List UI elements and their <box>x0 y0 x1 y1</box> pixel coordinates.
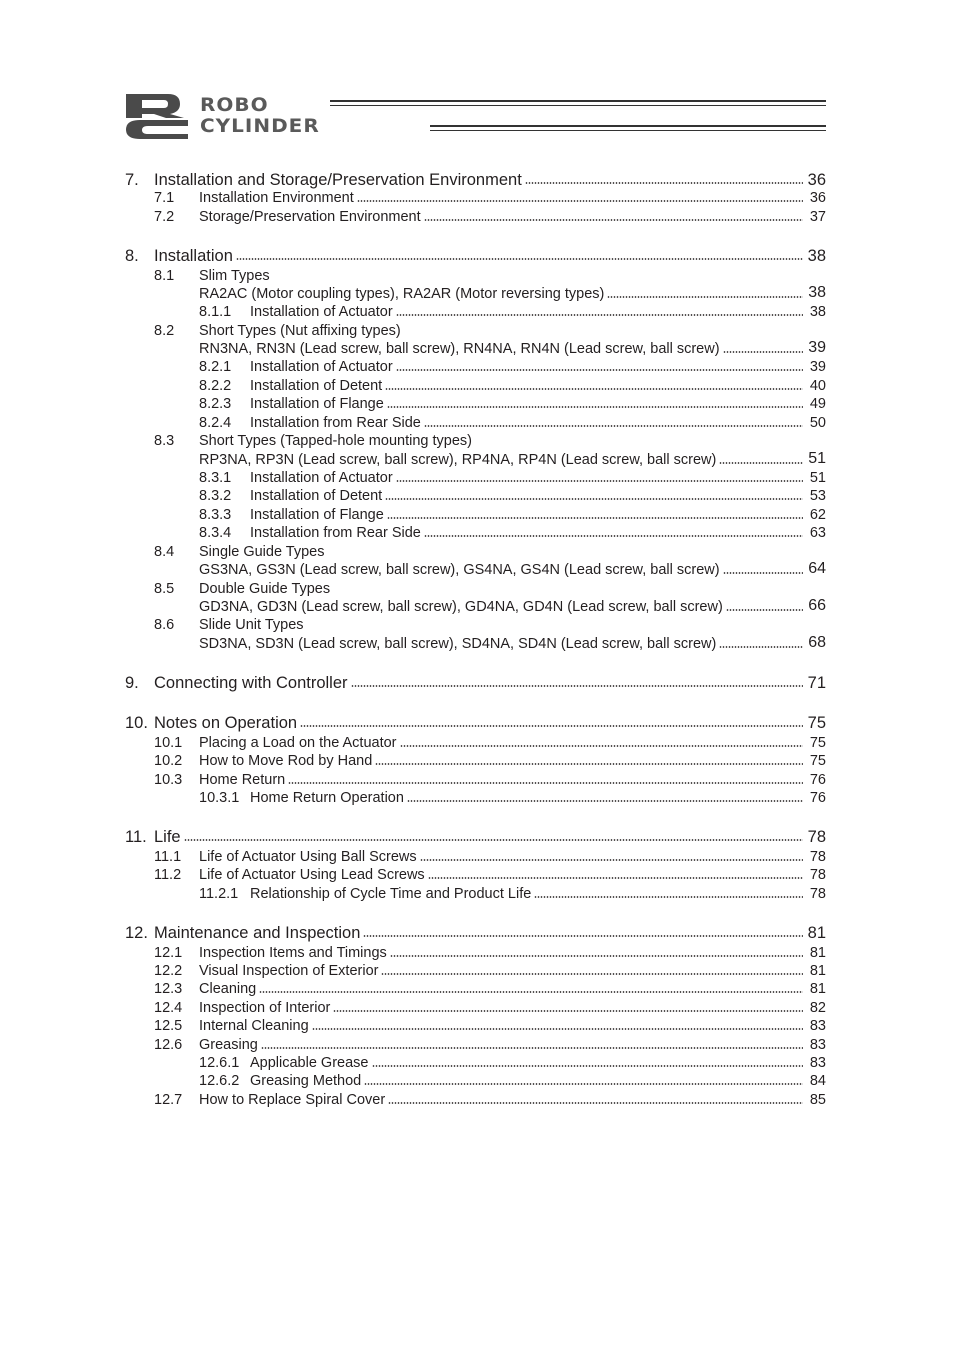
toc-entry[interactable] <box>0 883 826 903</box>
dot-leader <box>385 388 803 390</box>
toc-entry-number: 8.2 <box>154 322 175 339</box>
toc-entry-page: 83 <box>809 1036 826 1053</box>
toc-entry-page: 76 <box>809 789 826 806</box>
toc-entry-title: Installation of Detent <box>250 487 383 504</box>
toc-entry-title: Home Return Operation <box>250 789 404 806</box>
toc-entry[interactable] <box>0 265 826 285</box>
toc-entry[interactable] <box>0 787 826 807</box>
toc-entry-page: 38 <box>808 284 826 301</box>
toc-entry[interactable] <box>0 559 826 579</box>
toc-entry-page: 64 <box>808 560 826 577</box>
toc-entry-number: 12.5 <box>154 1017 183 1034</box>
toc-entry[interactable] <box>0 187 826 207</box>
toc-entry-page: 75 <box>809 734 826 751</box>
dot-leader <box>333 1010 803 1012</box>
toc-entry[interactable] <box>0 633 826 653</box>
toc-entry-title: Visual Inspection of Exterior <box>199 962 379 979</box>
toc-entry-page: 38 <box>809 303 826 320</box>
dot-leader <box>424 219 803 221</box>
toc-entry-title: Installation of Flange <box>250 506 384 523</box>
robo-cylinder-logo-icon <box>124 92 190 140</box>
toc-entry-number: 8.6 <box>154 616 175 633</box>
toc-entry-title: Installation of Actuator <box>250 469 393 486</box>
toc-entry-page: 81 <box>809 944 826 961</box>
toc-entry-page: 51 <box>808 450 826 467</box>
header-rule <box>430 130 826 131</box>
toc-entry[interactable] <box>0 485 826 505</box>
toc-entry-number: 8.3.3 <box>199 506 232 523</box>
toc-entry-title: Installation of Actuator <box>250 303 393 320</box>
toc-entry[interactable] <box>0 978 826 998</box>
toc-entry[interactable] <box>0 412 826 432</box>
dot-leader <box>363 935 803 937</box>
toc-entry-page: 75 <box>809 752 826 769</box>
toc-entry[interactable] <box>0 960 826 980</box>
toc-entry[interactable] <box>0 942 826 962</box>
toc-entry-title: Short Types (Nut affixing types) <box>199 322 401 339</box>
dot-leader <box>364 1083 803 1085</box>
toc-entry[interactable] <box>0 1034 826 1054</box>
toc-entry-page: 78 <box>809 848 826 865</box>
dot-leader <box>357 200 803 202</box>
toc-entry-title: How to Replace Spiral Cover <box>199 1091 386 1108</box>
toc-entry-page: 36 <box>807 170 826 189</box>
toc-entry-page: 36 <box>809 189 826 206</box>
toc-entry-page: 83 <box>809 1054 826 1071</box>
toc-entry-number: 12. <box>125 923 148 942</box>
toc-entry-title: Short Types (Tapped-hole mounting types) <box>199 432 472 449</box>
dot-leader <box>351 685 803 687</box>
dot-leader <box>534 896 803 898</box>
toc-entry-title: Installation of Flange <box>250 395 384 412</box>
toc-entry[interactable] <box>0 1015 826 1035</box>
header-rule <box>430 125 826 127</box>
dot-leader <box>385 498 803 500</box>
toc-entry-page: 78 <box>809 885 826 902</box>
toc-entry[interactable] <box>0 846 826 866</box>
dot-leader <box>388 1102 803 1104</box>
dot-leader <box>424 535 803 537</box>
toc-entry[interactable] <box>0 375 826 395</box>
toc-entry-page: 50 <box>809 414 826 431</box>
toc-entry-title: Installation from Rear Side <box>250 414 421 431</box>
header-rule <box>330 100 826 102</box>
toc-entry-number: 8.3 <box>154 432 175 449</box>
toc-entry-number: 11.2 <box>154 866 182 883</box>
toc-entry-page: 81 <box>809 962 826 979</box>
toc-entry[interactable] <box>0 578 826 598</box>
dot-leader <box>300 725 803 727</box>
dot-leader <box>420 859 803 861</box>
toc-entry-page: 49 <box>809 395 826 412</box>
toc-entry-number: 8.2.4 <box>199 414 232 431</box>
dot-leader <box>428 877 803 879</box>
toc-entry-number: 8.2.1 <box>199 358 232 375</box>
dot-leader <box>396 314 803 316</box>
toc-entry-number: 11.2.1 <box>199 885 239 902</box>
toc-entry-title: Life of Actuator Using Lead Screws <box>199 866 425 883</box>
toc-entry-title: SD3NA, SD3N (Lead screw, ball screw), SD4NA, SD4N (Lead screw, ball screw) <box>199 635 717 652</box>
page-header <box>124 92 826 140</box>
dot-leader <box>424 425 803 427</box>
toc-entry-title: Inspection of Interior <box>199 999 331 1016</box>
toc-entry-number: 8.5 <box>154 580 175 597</box>
toc-entry-title: Installation <box>154 246 233 265</box>
toc-entry[interactable] <box>0 541 826 561</box>
toc-entry-number: 8.1.1 <box>199 303 232 320</box>
dot-leader <box>719 462 803 464</box>
toc-entry-title: Maintenance and Inspection <box>154 923 361 942</box>
toc-entry-title: Applicable Grease <box>250 1054 369 1071</box>
toc-entry[interactable] <box>0 769 826 789</box>
dot-leader <box>259 991 803 993</box>
toc-entry-number: 8. <box>125 246 139 265</box>
toc-entry[interactable] <box>0 713 826 733</box>
toc-entry[interactable] <box>0 997 826 1017</box>
toc-entry[interactable] <box>0 430 826 450</box>
toc-entry-page: 39 <box>809 358 826 375</box>
toc-entry-page: 40 <box>809 377 826 394</box>
toc-entry-number: 12.3 <box>154 980 183 997</box>
toc-entry-page: 81 <box>807 923 826 942</box>
toc-entry-title: Notes on Operation <box>154 713 298 732</box>
toc-entry[interactable] <box>0 206 826 226</box>
toc-entry[interactable] <box>0 504 826 524</box>
toc-entry-title: Installation of Detent <box>250 377 383 394</box>
toc-entry[interactable] <box>0 673 826 693</box>
dot-leader <box>525 182 803 184</box>
toc-entry-number: 10.3.1 <box>199 789 240 806</box>
dot-leader <box>719 646 803 648</box>
toc-entry-page: 84 <box>809 1072 826 1089</box>
toc-entry-title: RN3NA, RN3N (Lead screw, ball screw), RN4NA, RN4N (Lead screw, ball screw) <box>199 340 720 357</box>
toc-entry-page: 75 <box>807 713 826 732</box>
toc-entry-number: 8.2.2 <box>199 377 232 394</box>
toc-entry-page: 83 <box>809 1017 826 1034</box>
dot-leader <box>390 955 803 957</box>
toc-entry-number: 12.6.1 <box>199 1054 240 1071</box>
toc-entry[interactable] <box>0 827 826 847</box>
logo-text-robo: ROBO <box>200 93 269 116</box>
dot-leader <box>723 572 803 574</box>
toc-entry-page: 85 <box>809 1091 826 1108</box>
toc-entry-number: 8.2.3 <box>199 395 232 412</box>
dot-leader <box>407 800 803 802</box>
toc-entry-title: Internal Cleaning <box>199 1017 309 1034</box>
toc-entry-title: RA2AC (Motor coupling types), RA2AR (Motor reversing types) <box>199 285 605 302</box>
toc-entry-number: 12.4 <box>154 999 183 1016</box>
toc-entry-title: Relationship of Cycle Time and Product Life <box>250 885 532 902</box>
toc-entry-title: Installation from Rear Side <box>250 524 421 541</box>
toc-entry[interactable] <box>0 596 826 616</box>
dot-leader <box>607 296 803 298</box>
toc-entry-title: Life <box>154 827 181 846</box>
toc-entry-title: Installation Environment <box>199 189 354 206</box>
toc-entry-title: Placing a Load on the Actuator <box>199 734 397 751</box>
dot-leader <box>396 369 803 371</box>
toc-entry[interactable] <box>0 923 826 943</box>
toc-entry-title: Storage/Preservation Environment <box>199 208 421 225</box>
dot-leader <box>236 258 803 260</box>
toc-entry-title: How to Move Rod by Hand <box>199 752 373 769</box>
toc-entry-title: RP3NA, RP3N (Lead screw, ball screw), RP4NA, RP4N (Lead screw, ball screw) <box>199 451 717 468</box>
toc-entry-number: 7.1 <box>154 189 175 206</box>
toc-entry-page: 63 <box>809 524 826 541</box>
header-rule <box>330 105 826 106</box>
dot-leader <box>396 480 803 482</box>
toc-entry-number: 8.4 <box>154 543 175 560</box>
toc-entry-number: 10.3 <box>154 771 183 788</box>
dot-leader <box>372 1065 803 1067</box>
toc-entry-number: 10.1 <box>154 734 183 751</box>
toc-entry-title: Slide Unit Types <box>199 616 304 633</box>
toc-entry-page: 37 <box>809 208 826 225</box>
toc-entry[interactable] <box>0 614 826 634</box>
logo-text-cylinder: CYLINDER <box>200 114 320 137</box>
toc-entry-title: Double Guide Types <box>199 580 331 597</box>
toc-entry-page: 62 <box>809 506 826 523</box>
toc-entry-page: 71 <box>807 673 826 692</box>
toc-entry[interactable] <box>0 522 826 542</box>
toc-entry-page: 78 <box>807 827 826 846</box>
toc-entry-title: Life of Actuator Using Ball Screws <box>199 848 417 865</box>
toc-entry-title: Installation of Actuator <box>250 358 393 375</box>
toc-entry-number: 8.3.2 <box>199 487 232 504</box>
toc-entry-number: 12.1 <box>154 944 183 961</box>
toc-entry[interactable] <box>0 864 826 884</box>
dot-leader <box>387 406 803 408</box>
toc-entry-page: 68 <box>808 634 826 651</box>
dot-leader <box>312 1028 803 1030</box>
toc-entry-page: 39 <box>808 339 826 356</box>
toc-entry-number: 7. <box>125 170 139 189</box>
toc-entry-page: 78 <box>809 866 826 883</box>
toc-entry-title: Greasing <box>199 1036 258 1053</box>
toc-entry-title: GS3NA, GS3N (Lead screw, ball screw), GS4NA, GS4N (Lead screw, ball screw) <box>199 561 720 578</box>
toc-entry[interactable] <box>0 1070 826 1090</box>
toc-entry[interactable] <box>0 283 826 303</box>
toc-entry[interactable] <box>0 246 826 266</box>
toc-entry-title: Inspection Items and Timings <box>199 944 387 961</box>
toc-entry[interactable] <box>0 1052 826 1072</box>
dot-leader <box>387 517 803 519</box>
dot-leader <box>261 1047 803 1049</box>
toc-entry[interactable] <box>0 750 826 770</box>
toc-entry[interactable] <box>0 338 826 358</box>
toc-entry-title: Cleaning <box>199 980 257 997</box>
dot-leader <box>288 782 803 784</box>
toc-entry-number: 12.2 <box>154 962 183 979</box>
dot-leader <box>375 763 803 765</box>
toc-entry-number: 12.6 <box>154 1036 183 1053</box>
toc-entry-page: 82 <box>809 999 826 1016</box>
toc-entry-number: 11.1 <box>154 848 182 865</box>
dot-leader <box>723 351 803 353</box>
toc-entry[interactable] <box>0 356 826 376</box>
toc-entry-page: 38 <box>807 246 826 265</box>
toc-entry[interactable] <box>0 301 826 321</box>
dot-leader <box>726 609 803 611</box>
toc-entry-number: 8.3.4 <box>199 524 232 541</box>
toc-entry[interactable] <box>0 320 826 340</box>
dot-leader <box>400 745 803 747</box>
toc-entry-title: Connecting with Controller <box>154 673 348 692</box>
toc-entry-number: 12.7 <box>154 1091 183 1108</box>
toc-entry-page: 76 <box>809 771 826 788</box>
toc-entry-number: 8.1 <box>154 267 175 284</box>
toc-entry-number: 10. <box>125 713 148 732</box>
toc-entry-page: 66 <box>808 597 826 614</box>
toc-entry-number: 11. <box>125 827 147 846</box>
toc-entry[interactable] <box>0 1089 826 1109</box>
dot-leader <box>184 839 803 841</box>
toc-entry-page: 53 <box>809 487 826 504</box>
dot-leader <box>381 973 803 975</box>
toc-entry-page: 51 <box>809 469 826 486</box>
toc-entry[interactable] <box>0 393 826 413</box>
toc-entry-title: Home Return <box>199 771 286 788</box>
toc-entry-title: Single Guide Types <box>199 543 325 560</box>
toc-entry-number: 8.3.1 <box>199 469 232 486</box>
toc-entry-title: Greasing Method <box>250 1072 362 1089</box>
toc-entry[interactable] <box>0 732 826 752</box>
toc-entry-title: GD3NA, GD3N (Lead screw, ball screw), GD4NA, GD4N (Lead screw, ball screw) <box>199 598 723 615</box>
toc-entry-number: 10.2 <box>154 752 183 769</box>
toc-entry-title: Slim Types <box>199 267 270 284</box>
toc-entry-page: 81 <box>809 980 826 997</box>
toc-entry-number: 12.6.2 <box>199 1072 240 1089</box>
toc-entry[interactable] <box>0 449 826 469</box>
toc-entry-number: 9. <box>125 673 139 692</box>
toc-entry-number: 7.2 <box>154 208 175 225</box>
toc-entry-title: Installation and Storage/Preservation Environment <box>154 170 522 189</box>
toc-entry[interactable] <box>0 467 826 487</box>
